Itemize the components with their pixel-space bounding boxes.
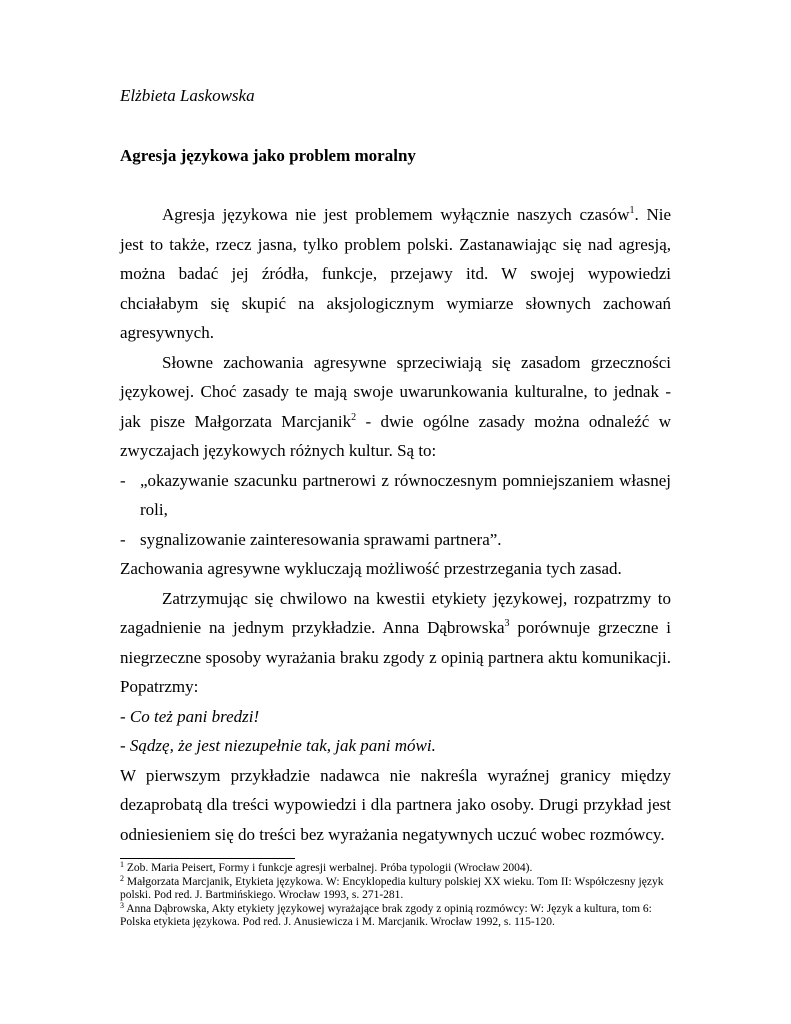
list-item-text: „okazywanie szacunku partnerowi z równoczesnym pomniejszaniem własnej roli, (140, 470, 671, 519)
paragraph-2-text-a: Słowne zachowania agresywne sprzeciwiają się zasadom grzeczności językowej. Choć zasady te mają swoje uwarunkowania kulturalne, to jednak - jak pisze Małgorzata Marcjanik (120, 352, 671, 431)
footnote-ref-1: 1 (629, 205, 635, 216)
article-title: Agresja językowa jako problem moralny (120, 146, 416, 165)
footnotes (120, 862, 675, 930)
paragraph-4-text-a: Zatrzymując się chwilowo na kwestii etykiety językowej, rozpatrzmy to zagadnienie na jednym przykładzie. Anna Dąbrowska (120, 588, 671, 637)
paragraph-4 (120, 584, 671, 702)
footnote-2 (120, 873, 675, 903)
footnote-text: Małgorzata Marcjanik, Etykieta językowa. W: Encyklopedia kultury polskiej XX wieku. Tom II: Współczesny język polski. Pod red. J. Bartmińskiego. Wrocław 1993, s. 271-281. (120, 875, 664, 902)
paragraph-1 (120, 200, 671, 348)
paragraph-4-text-b: porównuje grzeczne i niegrzeczne sposoby wyrażania braku zgody z opinią partnera aktu komunikacji. Popatrzmy: (120, 618, 671, 696)
paragraph-3: Zachowania agresywne wykluczają możliwość przestrzegania tych zasad. (120, 559, 622, 578)
list-dash: - (120, 529, 126, 549)
footnote-text: Anna Dąbrowska, Akty etykiety językowej wyrażające brak zgody z opinią rozmówcy: W: Język a kultura, tom 6: Polska etykieta językowa. Pod red. J. Anusiewicza i M. Marcjanik. Wrocław 1992, s. 115-120. (120, 902, 652, 929)
paragraph-2-text-b: - dwie ogólne zasady można odnaleźć w zwyczajach językowych różnych kultur. Są to: (120, 411, 671, 460)
paragraph-1-text-b: . Nie jest to także, rzecz jasna, tylko problem polski. Zastanawiając się nad agresją, można badać jej źródła, funkcje, przejawy itd. W swojej wypowiedzi chciałabym się skupić na aksjologicznym wymiarze słownych zachowań agresywnych. (120, 205, 671, 342)
example-1: - Co też pani bredzi! (120, 706, 260, 726)
footnote-text: Zob. Maria Peisert, Formy i funkcje agresji werbalnej. Próba typologii (Wrocław 2004). (124, 862, 533, 874)
footnote-3 (120, 900, 675, 930)
paragraph-1-text-a: Agresja językowa nie jest problemem wyłącznie naszych czasów (162, 205, 630, 224)
list-dash: - (120, 470, 126, 490)
example-2: - Sądzę, że jest niezupełnie tak, jak pani mówi. (120, 736, 436, 755)
paragraph-5: W pierwszym przykładzie nadawca nie nakreśla wyraźnej granicy między dezaprobatą dla treści wypowiedzi i dla partnera jako osoby. Drugi przykład jest odniesieniem się do treści bez wyrażania negatywnych uczuć wobec rozmówcy. (120, 765, 671, 844)
list-item-text: sygnalizowanie zainteresowania sprawami partnera”. (140, 529, 502, 549)
footnote-1 (120, 862, 675, 876)
author-name: Elżbieta Laskowska (120, 86, 255, 105)
footnote-ref-2: 2 (351, 411, 357, 423)
list-item (120, 466, 671, 525)
footnote-ref-3: 3 (504, 618, 510, 629)
footnote-number: 3 (120, 900, 124, 910)
footnote-number: 2 (120, 873, 124, 883)
footnote-number: 1 (120, 860, 124, 869)
footnote-divider (120, 858, 295, 859)
article-body (120, 200, 671, 849)
paragraph-2 (120, 348, 671, 466)
list-item (120, 525, 671, 555)
